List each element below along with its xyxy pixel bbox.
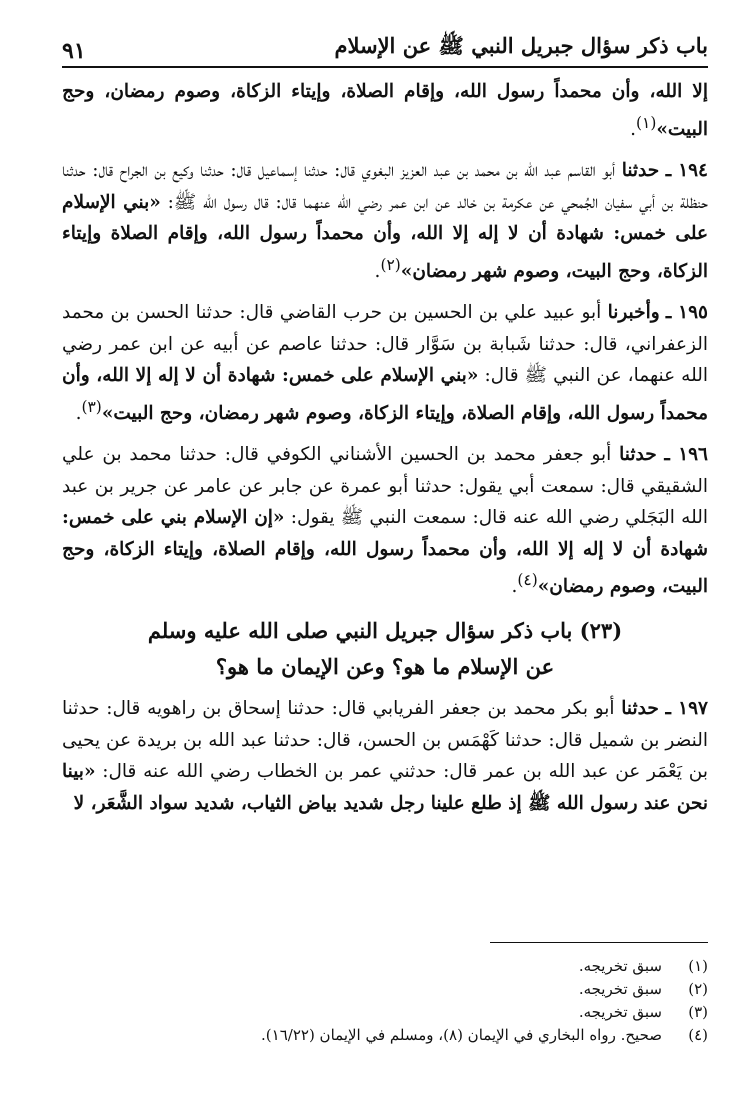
footnotes (62, 955, 708, 1047)
header-rule (62, 66, 708, 68)
matn-text: «بينا نحن عند رسول الله ﷺ إذ طلع علينا رجل شديد بياض الثياب، شديد سواد الشَّعَر، لا (62, 761, 708, 814)
isnad-text: أبو بكر محمد بن جعفر الفريابي قال: حدثنا إسحاق بن راهويه قال: حدثنا النضر بن شميل قال: حدثنا كَهْمَس بن الحسن، قال: حدثنا عبد الله بن بريدة عن يحيى بن يَعْمَر عن عبد الله بن عمر قال: حدثني عمر بن الخطاب رضي الله عنه قال: (62, 698, 708, 783)
footnote-rule (490, 942, 708, 943)
page-body (62, 76, 708, 829)
footnote-number: (١) (688, 957, 708, 975)
period: . (374, 260, 381, 282)
hadith-lead: حدثنا (621, 698, 659, 720)
footnote (62, 1024, 708, 1047)
footnote-number: (٣) (688, 1003, 708, 1021)
footnote-ref: (٢) (380, 255, 401, 274)
period: . (75, 402, 82, 424)
footnote-ref: (٤) (517, 571, 538, 590)
header-title: باب ذكر سؤال جبريل النبي ﷺ عن الإسلام (334, 33, 708, 58)
footnote-text: سبق تخريجه. (578, 980, 662, 998)
isnad-text: أبو القاسم عبد الله بن محمد بن عبد العزيز البغوي قال: حدثنا إسماعيل قال: حدثنا وكيع بن الجراح قال: حدثنا حنظلة بن أبي سفيان الجُمحي عن عكرمة بن خالد عن ابن عمر رضي الله عنهما قال: قال رسول الله ﷺ: (62, 160, 708, 213)
hadith-lead: وأخبرنا (607, 302, 660, 324)
hadith-number: ١٩٦ ـ (664, 444, 708, 466)
isnad-text: أبو جعفر محمد بن الحسين الأشناني الكوفي قال: حدثنا محمد بن علي الشقيقي قال: سمعت أبي يقول: حدثنا أبو عمرة عن جابر عن عامر عن جرير بن عبد الله البَجَلي رضي الله عنه قال: سمعت النبي ﷺ يقول: (62, 444, 709, 529)
hadith-194 (62, 155, 708, 287)
paragraph-continuation (62, 76, 708, 145)
matn-text: إلا الله، وأن محمداً رسول الله، وإقام الصلاة، وإيتاء الزكاة، وصوم رمضان، وحج البيت» (62, 81, 708, 140)
isnad-text: أبو عبيد علي بن الحسين بن حرب القاضي قال: حدثنا الحسن بن محمد الزعفراني، قال: حدثنا شَبابة بن سَوَّار قال: حدثنا عاصم عن أبيه عن ابن عمر رضي الله عنهما، عن النبي ﷺ قال: (62, 302, 708, 387)
period: . (511, 576, 518, 598)
footnote-text: صحيح. رواه البخاري في الإيمان (٨)، ومسلم في الإيمان (١٦/٢٢). (261, 1026, 662, 1044)
hadith-lead: حدثنا (619, 444, 657, 466)
footnote (62, 955, 708, 978)
matn-text: «بني الإسلام على خمس: شهادة أن لا إله إلا الله، وأن محمداً رسول الله، وإقام الصلاة وإيتاء الزكاة، وحج البيت، وصوم شهر رمضان» (62, 191, 708, 282)
hadith-195 (62, 297, 708, 429)
chapter-heading-line1: (٢٣) باب ذكر سؤال جبريل النبي صلى الله عليه وسلم (147, 618, 623, 644)
chapter-heading (62, 613, 708, 685)
hadith-number: ١٩٥ ـ (665, 302, 708, 324)
running-header (62, 28, 708, 64)
footnote-text: سبق تخريجه. (578, 957, 662, 975)
footnote-text: سبق تخريجه. (578, 1003, 662, 1021)
footnote-number: (٢) (688, 980, 708, 998)
hadith-lead: حدثنا (621, 160, 660, 182)
chapter-heading-line2: عن الإسلام ما هو؟ وعن الإيمان ما هو؟ (215, 654, 555, 680)
footnote-ref: (٣) (81, 397, 102, 416)
footnote-ref: (١) (636, 113, 657, 132)
hadith-196 (62, 439, 708, 603)
matn-text: «بني الإسلام على خمس: شهادة أن لا إله إلا الله، وأن محمداً رسول الله، وإقام الصلاة، وإيتاء الزكاة، وصوم شهر رمضان، وحج البيت» (62, 365, 708, 424)
hadith-number: ١٩٧ ـ (665, 698, 708, 720)
period: . (630, 118, 637, 140)
footnote-number: (٤) (688, 1026, 708, 1044)
hadith-197 (62, 693, 708, 819)
footnote (62, 978, 708, 1001)
hadith-number: ١٩٤ ـ (665, 160, 708, 182)
footnote (62, 1001, 708, 1024)
page-number: ٩١ (62, 38, 86, 64)
matn-text: «إن الإسلام بني على خمس: شهادة أن لا إله إلا الله، وأن محمداً رسول الله، وإقام الصلاة، وإيتاء الزكاة، وحج البيت، وصوم رمضان» (62, 507, 708, 598)
